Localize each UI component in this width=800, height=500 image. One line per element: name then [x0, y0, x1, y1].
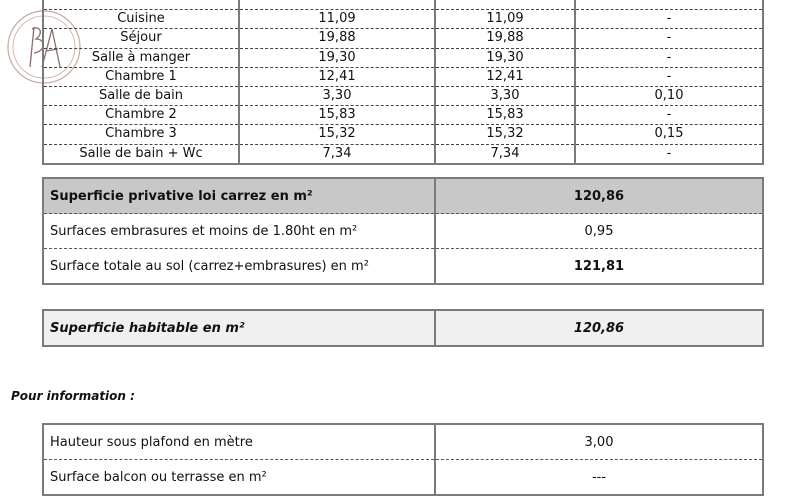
- carrez-summary-table: [42, 177, 764, 285]
- room-floor-area: [435, 0, 575, 10]
- room-embrasure-area: -: [575, 29, 763, 48]
- room-carrez-area: 15,32: [239, 125, 435, 144]
- carrez-label: Superficie privative loi carrez en m²: [43, 178, 435, 214]
- room-carrez-area: 3,30: [239, 86, 435, 105]
- balcon-label: Surface balcon ou terrasse en m²: [50, 469, 267, 485]
- room-floor-area: 15,32: [435, 125, 575, 144]
- habitable-value: 120,86: [435, 310, 763, 346]
- room-floor-area: 15,83: [435, 106, 575, 125]
- habitable-row: [43, 310, 763, 346]
- room-row: [43, 86, 763, 105]
- room-name: Salle à manger: [43, 48, 239, 67]
- room-floor-area: 7,34: [435, 144, 575, 164]
- room-name: Salle de bain: [43, 86, 239, 105]
- room-floor-area: 11,09: [435, 10, 575, 29]
- carrez-total-row: [43, 178, 763, 214]
- room-name: Chambre 2: [43, 106, 239, 125]
- room-carrez-area: 12,41: [239, 67, 435, 86]
- room-carrez-area: 7,34: [239, 144, 435, 164]
- room-row: [43, 106, 763, 125]
- room-row: [43, 125, 763, 144]
- balcon-row: [43, 460, 763, 496]
- room-carrez-area: 11,09: [239, 10, 435, 29]
- room-floor-area: 19,30: [435, 48, 575, 67]
- room-carrez-area: [239, 0, 435, 10]
- total-sol-row: [43, 249, 763, 285]
- info-table: [42, 423, 764, 496]
- room-name: [43, 0, 239, 10]
- total-sol-label: Surface totale au sol (carrez+embrasures) en m²: [50, 258, 369, 274]
- room-embrasure-area: 0,15: [575, 125, 763, 144]
- info-title: Pour information :: [11, 389, 135, 403]
- rooms-table: [42, 0, 764, 165]
- room-embrasure-area: -: [575, 10, 763, 29]
- room-row: [43, 67, 763, 86]
- hauteur-label: Hauteur sous plafond en mètre: [43, 424, 435, 460]
- room-row: [43, 48, 763, 67]
- hauteur-value: 3,00: [435, 424, 763, 460]
- room-name: Chambre 3: [43, 125, 239, 144]
- room-row: [43, 0, 763, 10]
- room-name: Cuisine: [43, 10, 239, 29]
- room-row: [43, 144, 763, 164]
- room-carrez-area: 19,88: [239, 29, 435, 48]
- room-name: Chambre 1: [43, 67, 239, 86]
- room-row: [43, 10, 763, 29]
- room-carrez-area: 15,83: [239, 106, 435, 125]
- room-embrasure-area: -: [575, 48, 763, 67]
- habitable-table: [42, 309, 764, 347]
- room-floor-area: 12,41: [435, 67, 575, 86]
- hauteur-row: [43, 424, 763, 460]
- total-sol-value: 121,81: [435, 249, 763, 285]
- habitable-label: Superficie habitable en m²: [43, 310, 435, 346]
- room-embrasure-area: 0,10: [575, 86, 763, 105]
- balcon-value: ---: [435, 460, 763, 496]
- room-floor-area: 3,30: [435, 86, 575, 105]
- room-name: Salle de bain + Wc: [79, 145, 203, 161]
- embrasures-row: [43, 214, 763, 249]
- room-embrasure-area: -: [575, 67, 763, 86]
- embrasures-value: 0,95: [435, 214, 763, 249]
- carrez-value: 120,86: [435, 178, 763, 214]
- room-embrasure-area: [575, 0, 763, 10]
- room-name: Séjour: [43, 29, 239, 48]
- room-floor-area: 19,88: [435, 29, 575, 48]
- room-embrasure-area: -: [575, 106, 763, 125]
- room-row: [43, 29, 763, 48]
- room-carrez-area: 19,30: [239, 48, 435, 67]
- embrasures-label: Surfaces embrasures et moins de 1.80ht en m²: [43, 214, 435, 249]
- room-embrasure-area: -: [575, 144, 763, 164]
